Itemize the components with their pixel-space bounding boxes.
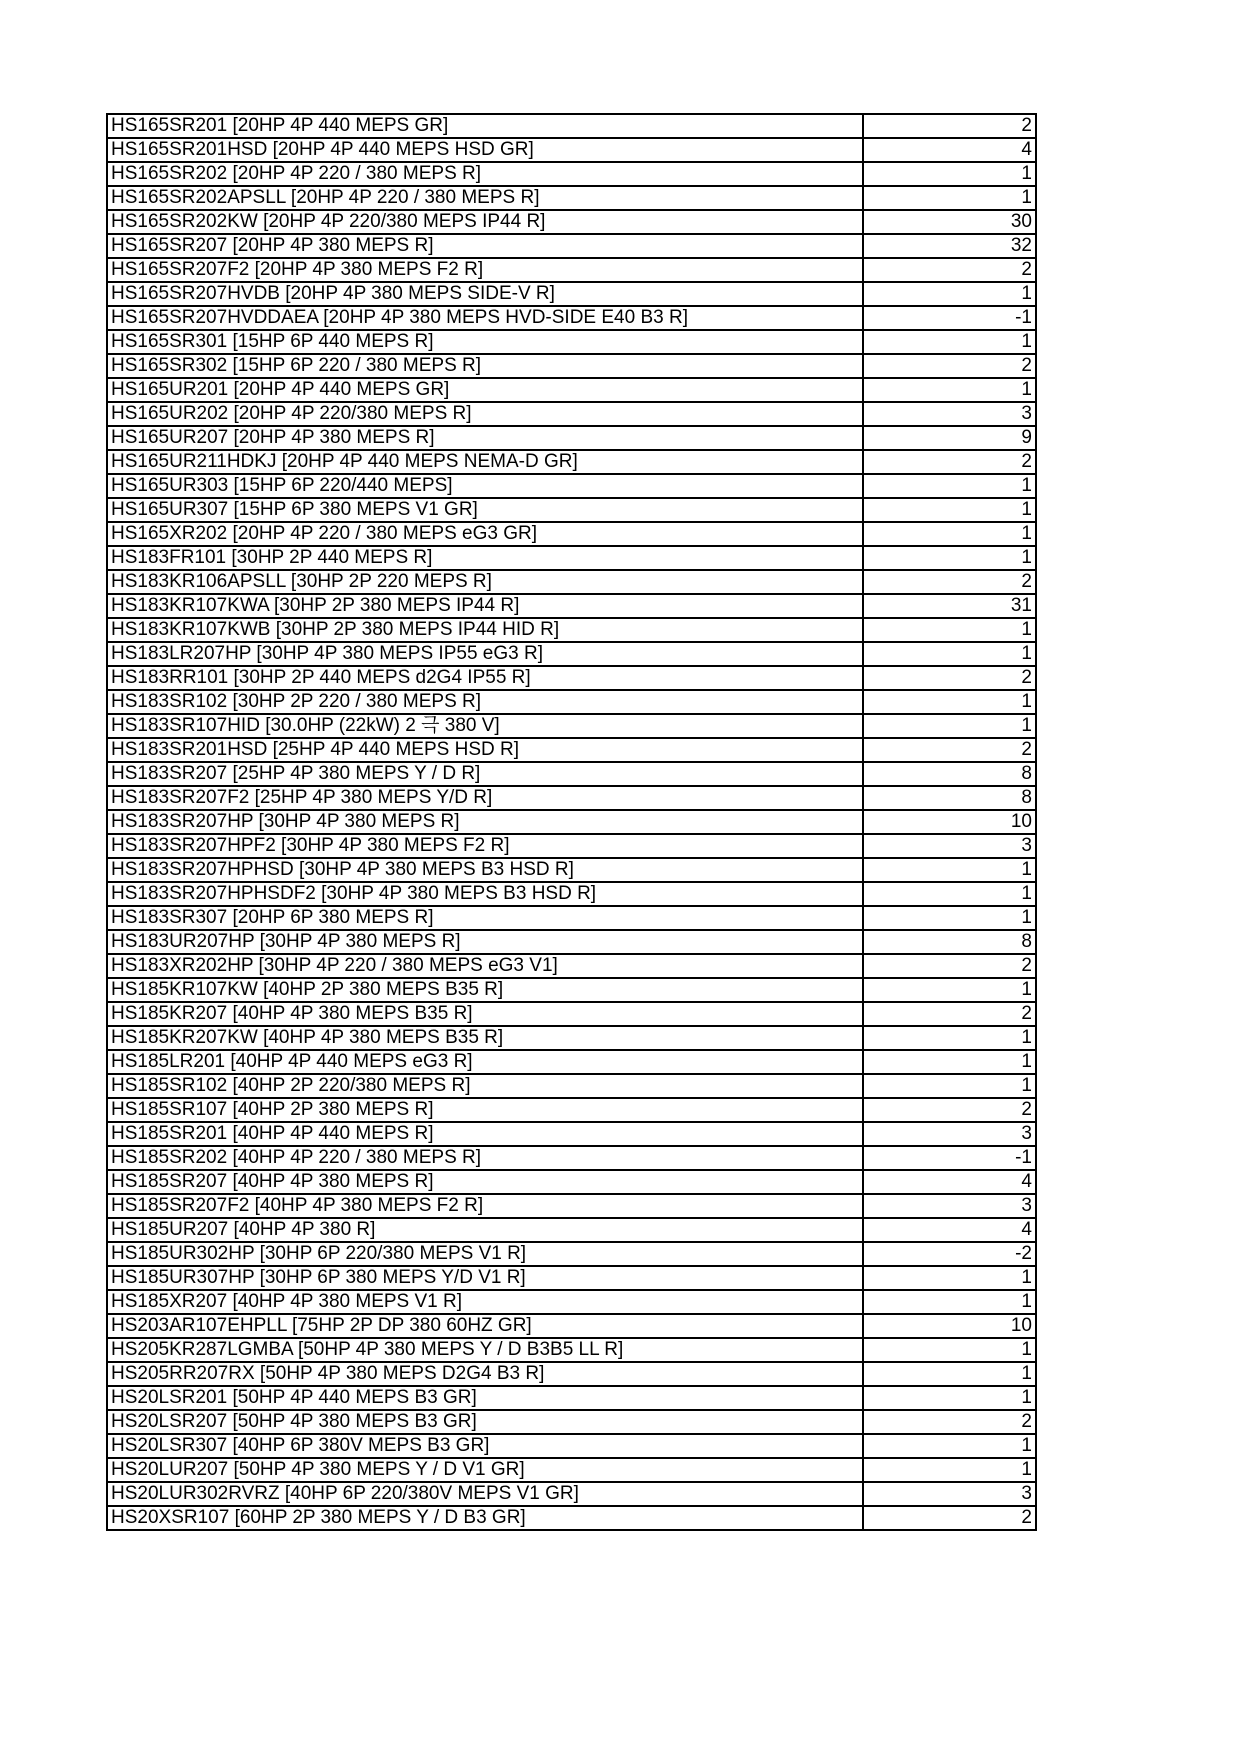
quantity-cell: 4 (863, 1170, 1036, 1194)
table-row (107, 666, 1036, 690)
item-description-cell: HS165SR207HVDDAEA [20HP 4P 380 MEPS HVD-SIDE E40 B3 R] (107, 306, 863, 330)
item-description-cell: HS165UR211HDKJ [20HP 4P 440 MEPS NEMA-D GR] (107, 450, 863, 474)
item-description-cell: HS183SR307 [20HP 6P 380 MEPS R] (107, 906, 863, 930)
table-row (107, 714, 1036, 738)
item-description-cell: HS185SR207F2 [40HP 4P 380 MEPS F2 R] (107, 1194, 863, 1218)
quantity-cell: 2 (863, 258, 1036, 282)
quantity-cell: 10 (863, 1314, 1036, 1338)
table-row (107, 1338, 1036, 1362)
quantity-cell: -1 (863, 306, 1036, 330)
table-row (107, 162, 1036, 186)
quantity-cell: 31 (863, 594, 1036, 618)
table-row (107, 954, 1036, 978)
table-row (107, 1002, 1036, 1026)
quantity-cell: 8 (863, 762, 1036, 786)
quantity-cell: 1 (863, 1362, 1036, 1386)
table-row (107, 402, 1036, 426)
table-row (107, 210, 1036, 234)
table-row (107, 186, 1036, 210)
table-row (107, 690, 1036, 714)
item-description-cell: HS165SR202APSLL [20HP 4P 220 / 380 MEPS R] (107, 186, 863, 210)
table-row (107, 354, 1036, 378)
item-description-cell: HS183SR207HP [30HP 4P 380 MEPS R] (107, 810, 863, 834)
item-description-cell: HS165SR201HSD [20HP 4P 440 MEPS HSD GR] (107, 138, 863, 162)
table-row (107, 930, 1036, 954)
table-row (107, 258, 1036, 282)
table-row (107, 1170, 1036, 1194)
item-description-cell: HS183RR101 [30HP 2P 440 MEPS d2G4 IP55 R] (107, 666, 863, 690)
item-description-cell: HS185UR307HP [30HP 6P 380 MEPS Y/D V1 R] (107, 1266, 863, 1290)
item-description-cell: HS165SR302 [15HP 6P 220 / 380 MEPS R] (107, 354, 863, 378)
table-row (107, 1458, 1036, 1482)
quantity-cell: 2 (863, 354, 1036, 378)
quantity-cell: 1 (863, 1266, 1036, 1290)
item-description-cell: HS183XR202HP [30HP 4P 220 / 380 MEPS eG3 V1] (107, 954, 863, 978)
item-description-cell: HS185KR207 [40HP 4P 380 MEPS B35 R] (107, 1002, 863, 1026)
item-description-cell: HS205KR287LGMBA [50HP 4P 380 MEPS Y / D B3B5 LL R] (107, 1338, 863, 1362)
quantity-cell: 1 (863, 1386, 1036, 1410)
quantity-cell: 2 (863, 738, 1036, 762)
quantity-cell: 1 (863, 882, 1036, 906)
table-row (107, 1434, 1036, 1458)
quantity-cell: 1 (863, 474, 1036, 498)
item-description-cell: HS165UR201 [20HP 4P 440 MEPS GR] (107, 378, 863, 402)
table-row (107, 498, 1036, 522)
table-row (107, 1146, 1036, 1170)
inventory-table (106, 113, 1037, 1531)
quantity-cell: 30 (863, 210, 1036, 234)
table-row (107, 786, 1036, 810)
item-description-cell: HS185SR102 [40HP 2P 220/380 MEPS R] (107, 1074, 863, 1098)
table-row (107, 1098, 1036, 1122)
table-row (107, 426, 1036, 450)
quantity-cell: 8 (863, 786, 1036, 810)
item-description-cell: HS183SR207HPHSD [30HP 4P 380 MEPS B3 HSD R] (107, 858, 863, 882)
table-row (107, 738, 1036, 762)
table-row (107, 570, 1036, 594)
quantity-cell: 1 (863, 186, 1036, 210)
quantity-cell: 3 (863, 1194, 1036, 1218)
quantity-cell: 8 (863, 930, 1036, 954)
table-row (107, 330, 1036, 354)
quantity-cell: 1 (863, 1434, 1036, 1458)
item-description-cell: HS185SR107 [40HP 2P 380 MEPS R] (107, 1098, 863, 1122)
item-description-cell: HS165SR201 [20HP 4P 440 MEPS GR] (107, 114, 863, 138)
quantity-cell: 3 (863, 1122, 1036, 1146)
table-row (107, 1410, 1036, 1434)
quantity-cell: 2 (863, 1098, 1036, 1122)
item-description-cell: HS185SR202 [40HP 4P 220 / 380 MEPS R] (107, 1146, 863, 1170)
item-description-cell: HS205RR207RX [50HP 4P 380 MEPS D2G4 B3 R] (107, 1362, 863, 1386)
quantity-cell: 1 (863, 1026, 1036, 1050)
item-description-cell: HS20LSR201 [50HP 4P 440 MEPS B3 GR] (107, 1386, 863, 1410)
table-row (107, 594, 1036, 618)
quantity-cell: 1 (863, 162, 1036, 186)
table-row (107, 1050, 1036, 1074)
quantity-cell: 1 (863, 978, 1036, 1002)
quantity-cell: 1 (863, 906, 1036, 930)
quantity-cell: 1 (863, 1050, 1036, 1074)
item-description-cell: HS183UR207HP [30HP 4P 380 MEPS R] (107, 930, 863, 954)
quantity-cell: 10 (863, 810, 1036, 834)
table-row (107, 1266, 1036, 1290)
quantity-cell: 1 (863, 378, 1036, 402)
item-description-cell: HS165SR207HVDB [20HP 4P 380 MEPS SIDE-V R] (107, 282, 863, 306)
item-description-cell: HS183SR207HPHSDF2 [30HP 4P 380 MEPS B3 HSD R] (107, 882, 863, 906)
table-row (107, 138, 1036, 162)
quantity-cell: 1 (863, 1074, 1036, 1098)
item-description-cell: HS165XR202 [20HP 4P 220 / 380 MEPS eG3 GR] (107, 522, 863, 546)
quantity-cell: 4 (863, 138, 1036, 162)
table-row (107, 378, 1036, 402)
item-description-cell: HS165SR207 [20HP 4P 380 MEPS R] (107, 234, 863, 258)
item-description-cell: HS165UR202 [20HP 4P 220/380 MEPS R] (107, 402, 863, 426)
item-description-cell: HS20LUR302RVRZ [40HP 6P 220/380V MEPS V1 GR] (107, 1482, 863, 1506)
table-row (107, 858, 1036, 882)
item-description-cell: HS183KR106APSLL [30HP 2P 220 MEPS R] (107, 570, 863, 594)
item-description-cell: HS20LSR307 [40HP 6P 380V MEPS B3 GR] (107, 1434, 863, 1458)
quantity-cell: 1 (863, 1290, 1036, 1314)
item-description-cell: HS185UR302HP [30HP 6P 220/380 MEPS V1 R] (107, 1242, 863, 1266)
table-row (107, 642, 1036, 666)
quantity-cell: 1 (863, 330, 1036, 354)
table-row (107, 1122, 1036, 1146)
quantity-cell: 2 (863, 1002, 1036, 1026)
table-row (107, 762, 1036, 786)
quantity-cell: 3 (863, 1482, 1036, 1506)
quantity-cell: 1 (863, 618, 1036, 642)
table-row (107, 306, 1036, 330)
quantity-cell: 3 (863, 834, 1036, 858)
item-description-cell: HS165SR202 [20HP 4P 220 / 380 MEPS R] (107, 162, 863, 186)
item-description-cell: HS183FR101 [30HP 2P 440 MEPS R] (107, 546, 863, 570)
table-row (107, 1242, 1036, 1266)
item-description-cell: HS183SR102 [30HP 2P 220 / 380 MEPS R] (107, 690, 863, 714)
item-description-cell: HS165UR303 [15HP 6P 220/440 MEPS] (107, 474, 863, 498)
table-row (107, 450, 1036, 474)
table-row (107, 474, 1036, 498)
quantity-cell: 1 (863, 714, 1036, 738)
quantity-cell: -2 (863, 1242, 1036, 1266)
table-row (107, 834, 1036, 858)
quantity-cell: 1 (863, 282, 1036, 306)
item-description-cell: HS20LSR207 [50HP 4P 380 MEPS B3 GR] (107, 1410, 863, 1434)
item-description-cell: HS183KR107KWA [30HP 2P 380 MEPS IP44 R] (107, 594, 863, 618)
quantity-cell: 1 (863, 1458, 1036, 1482)
quantity-cell: 1 (863, 498, 1036, 522)
quantity-cell: 2 (863, 1506, 1036, 1530)
item-description-cell: HS183SR207 [25HP 4P 380 MEPS Y / D R] (107, 762, 863, 786)
item-description-cell: HS165UR207 [20HP 4P 380 MEPS R] (107, 426, 863, 450)
quantity-cell: 1 (863, 690, 1036, 714)
item-description-cell: HS165UR307 [15HP 6P 380 MEPS V1 GR] (107, 498, 863, 522)
table-row (107, 1482, 1036, 1506)
item-description-cell: HS183SR201HSD [25HP 4P 440 MEPS HSD R] (107, 738, 863, 762)
quantity-cell: 1 (863, 858, 1036, 882)
quantity-cell: 1 (863, 1338, 1036, 1362)
item-description-cell: HS165SR207F2 [20HP 4P 380 MEPS F2 R] (107, 258, 863, 282)
table-row (107, 1194, 1036, 1218)
table-row (107, 1218, 1036, 1242)
item-description-cell: HS185KR207KW [40HP 4P 380 MEPS B35 R] (107, 1026, 863, 1050)
item-description-cell: HS20XSR107 [60HP 2P 380 MEPS Y / D B3 GR] (107, 1506, 863, 1530)
item-description-cell: HS165SR202KW [20HP 4P 220/380 MEPS IP44 R] (107, 210, 863, 234)
item-description-cell: HS203AR107EHPLL [75HP 2P DP 380 60HZ GR] (107, 1314, 863, 1338)
quantity-cell: -1 (863, 1146, 1036, 1170)
item-description-cell: HS185UR207 [40HP 4P 380 R] (107, 1218, 863, 1242)
quantity-cell: 2 (863, 1410, 1036, 1434)
item-description-cell: HS183SR207F2 [25HP 4P 380 MEPS Y/D R] (107, 786, 863, 810)
quantity-cell: 1 (863, 522, 1036, 546)
quantity-cell: 2 (863, 450, 1036, 474)
quantity-cell: 2 (863, 114, 1036, 138)
table-row (107, 522, 1036, 546)
table-row (107, 618, 1036, 642)
table-row (107, 978, 1036, 1002)
table-row (107, 546, 1036, 570)
item-description-cell: HS183SR107HID [30.0HP (22kW) 2 극 380 V] (107, 714, 863, 738)
table-row (107, 810, 1036, 834)
inventory-table-body (107, 114, 1036, 1530)
item-description-cell: HS185LR201 [40HP 4P 440 MEPS eG3 R] (107, 1050, 863, 1074)
table-row (107, 1026, 1036, 1050)
item-description-cell: HS185SR201 [40HP 4P 440 MEPS R] (107, 1122, 863, 1146)
item-description-cell: HS185KR107KW [40HP 2P 380 MEPS B35 R] (107, 978, 863, 1002)
table-row (107, 882, 1036, 906)
table-row (107, 114, 1036, 138)
quantity-cell: 32 (863, 234, 1036, 258)
table-row (107, 1074, 1036, 1098)
table-row (107, 1290, 1036, 1314)
table-row (107, 234, 1036, 258)
quantity-cell: 2 (863, 954, 1036, 978)
table-row (107, 906, 1036, 930)
table-row (107, 1506, 1036, 1530)
quantity-cell: 9 (863, 426, 1036, 450)
table-row (107, 1314, 1036, 1338)
item-description-cell: HS183LR207HP [30HP 4P 380 MEPS IP55 eG3 R] (107, 642, 863, 666)
quantity-cell: 4 (863, 1218, 1036, 1242)
item-description-cell: HS183KR107KWB [30HP 2P 380 MEPS IP44 HID R] (107, 618, 863, 642)
table-row (107, 1362, 1036, 1386)
item-description-cell: HS165SR301 [15HP 6P 440 MEPS R] (107, 330, 863, 354)
item-description-cell: HS183SR207HPF2 [30HP 4P 380 MEPS F2 R] (107, 834, 863, 858)
table-row (107, 282, 1036, 306)
quantity-cell: 3 (863, 402, 1036, 426)
quantity-cell: 1 (863, 546, 1036, 570)
item-description-cell: HS185XR207 [40HP 4P 380 MEPS V1 R] (107, 1290, 863, 1314)
quantity-cell: 2 (863, 666, 1036, 690)
quantity-cell: 1 (863, 642, 1036, 666)
item-description-cell: HS185SR207 [40HP 4P 380 MEPS R] (107, 1170, 863, 1194)
quantity-cell: 2 (863, 570, 1036, 594)
table-row (107, 1386, 1036, 1410)
item-description-cell: HS20LUR207 [50HP 4P 380 MEPS Y / D V1 GR] (107, 1458, 863, 1482)
